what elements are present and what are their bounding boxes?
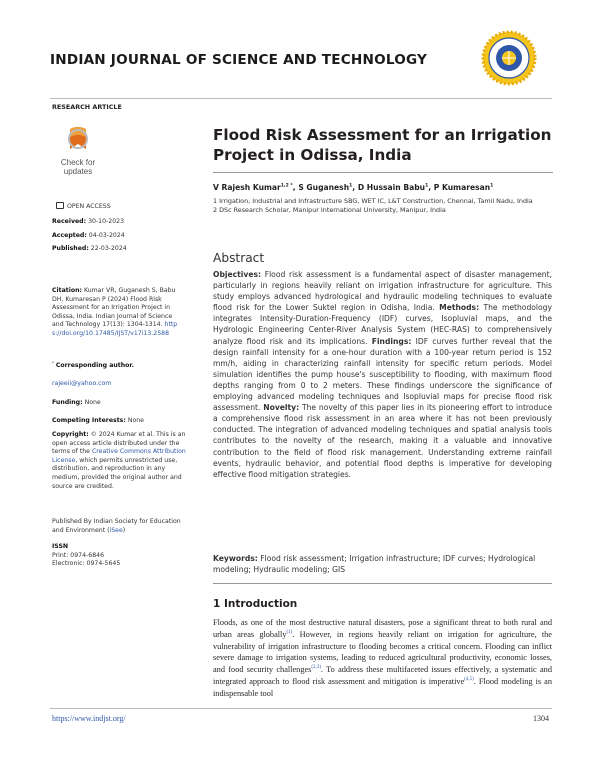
author-sup: 1 (490, 183, 494, 189)
publisher-link[interactable]: iSee (109, 526, 123, 534)
abstract-heading: Abstract (213, 251, 265, 265)
intro-text: . However, in regions heavily reliant on irrigation for agriculture, the vulnerability of irrigation infrastructure to flooding becomes a critical concern. Flooding can inflict severe damage to irrigation systems, leading to reduced agricultural productivity, economic losses, and food security challenges (213, 629, 552, 675)
issn-electronic: Electronic: 0974-5645 (52, 560, 121, 568)
citation-ref[interactable]: (4,5) (464, 677, 474, 683)
publisher-block (52, 518, 182, 535)
affiliation-text: Irrigation, Industrial and Infrastructure SBG, WET IC, L&T Construction, Chennai, Tamil Nadu, India (219, 197, 533, 205)
affiliation-text: DSc Research Scholar, Manipur International University, Manipur, India (219, 205, 446, 214)
accepted-date: 04-03-2024 (88, 231, 125, 239)
findings-label: Findings: (371, 336, 412, 346)
footer-rule (50, 708, 552, 709)
journal-title: INDIAN JOURNAL OF SCIENCE AND TECHNOLOGY (50, 52, 428, 68)
findings-text: IDF curves further reveal that the design rainfall intensity for a one-hour duration with a 100-year return period is 152 mm/h, aiding in characterizing rainfall intensity for specific return periods. Model simulation identifies the pump house's susceptibility to flooding, with maximum flood depths ranging from 0 to 2 meters. These findings underscore the significance of employing advanced modeling techniques and Isopluvial maps for precise flood risk assessment. (213, 336, 552, 413)
intro-text: . To address these multifaceted issues effectively, a systematic and integrated approach to flood risk assessment and mitigation is imperative (213, 665, 552, 686)
affiliations (213, 197, 553, 214)
open-lock-icon (56, 202, 64, 209)
intro-text: . Flood modeling is an indispensable tool (213, 676, 552, 698)
author-sup: 1 (425, 183, 429, 189)
competing-interests (52, 417, 144, 426)
copyright-label: Copyright: (52, 431, 89, 438)
methods-label: Methods: (439, 303, 480, 313)
objectives-label: Objectives: (213, 270, 262, 279)
author-sup: 1,2 * (280, 183, 293, 189)
section-heading-introduction: 1 Introduction (213, 598, 298, 610)
competing-value: None (127, 417, 144, 424)
affiliation-item (213, 197, 553, 206)
badge-line2: updates (63, 167, 93, 176)
affiliation-num: 1 (213, 197, 218, 205)
publisher-text: Published By Indian Society for Education and Environment ( (52, 518, 181, 534)
funding-value: None (84, 399, 101, 406)
header-rule (50, 98, 552, 99)
bookmark-icon (69, 127, 87, 149)
issn-label: ISSN (52, 543, 69, 550)
methods-text: The methodology integrates Intensity-Duration-Frequency (IDF) curves, Isopluvial maps, and the Hydrologic Engineering Center-River Analysis System (HEC-RAS) to comprehensively analyze flood risk and its implications. (213, 303, 552, 346)
accepted-label: Accepted: (52, 231, 87, 239)
keywords-label: Keywords: (213, 554, 258, 563)
competing-label: Competing Interests: (52, 417, 126, 424)
journal-logo (481, 30, 537, 86)
copyright-text-end: , which permits unrestricted use, distribution, and reproduction in any medium, provided the original author and source are credited. (52, 456, 182, 490)
paper-title: Flood Risk Assessment for an Irrigation Project in Odissa, India (213, 126, 552, 164)
introduction-body (213, 617, 552, 700)
keywords-text: Flood risk assessment; Irrigation infrastructure; IDF curves; Hydrological modeling; Hydraulic modeling; GIS (213, 554, 536, 575)
open-access (56, 202, 111, 212)
intro-text: Floods, as one of the most destructive natural disasters, pose a significant threat to both rural and urban areas globally (213, 618, 552, 639)
funding (52, 399, 101, 408)
affiliation-item (213, 206, 553, 215)
author-sup: 1 (349, 183, 353, 189)
citation-text: Kumar VR, Guganesh S, Babu DH, Kumaresan P (2024) Flood Risk Assessment for an Irrigation Project in Odissa, India. Indian Journal of Science and Technology 17(13): 1304-1314. (52, 287, 176, 329)
article-type-label: RESEARCH ARTICLE (52, 103, 122, 111)
corresponding-author: * Corresponding author. (52, 360, 134, 369)
dates-block (52, 215, 127, 256)
keywords (213, 553, 552, 575)
copyright-text: © 2024 Kumar et al. This is an open access article distributed under the terms of the (52, 431, 186, 456)
novelty-label: Novelty: (263, 403, 300, 413)
citation-doi-link[interactable]: https://doi.org/10.17485/IJST/v17i13.2588 (52, 321, 178, 337)
author-name: D Hussain Babu (357, 183, 426, 192)
published-label: Published: (52, 245, 89, 252)
citation-ref[interactable]: (1) (286, 630, 293, 636)
citation-block (52, 287, 184, 339)
license-link[interactable]: Creative Commons Attribution License (52, 448, 186, 464)
copyright-block (52, 431, 187, 491)
funding-label: Funding: (52, 399, 83, 406)
received-date: 30-10-2023 (88, 218, 125, 225)
author-name: S Guganesh (298, 183, 350, 192)
author-email-link[interactable]: rajeeii@yahoo.com (52, 380, 112, 387)
publisher-close: ) (122, 526, 126, 534)
footer-url-link[interactable]: https://www.indjst.org/ (52, 714, 126, 723)
novelty-text: The novelty of this paper lies in its pioneering effort to introduce a comprehensive flood risk assessment in an area where it has not been previously conducted. The integration of advanced modeling techniques and spatial analysis tools contributes to the novelty of the research, making it a valuable and innovative contribution to the field of flood risk management. Understanding extreme rainfall events, hydraulic behavior, and potential flood depths is imperative for developing effective flood mitigation strategies. (213, 403, 553, 479)
affiliation-num: 2 (213, 205, 218, 214)
open-access-label: OPEN ACCESS (67, 203, 111, 210)
check-for-updates-badge[interactable] (52, 125, 104, 181)
keywords-rule (213, 583, 552, 584)
citation-ref[interactable]: (2,3) (311, 665, 321, 671)
author-name: V Rajesh Kumar (213, 183, 281, 192)
issn-block (52, 543, 120, 569)
received-label: Received: (52, 218, 87, 225)
badge-line1: Check for (60, 158, 96, 167)
author-name: P Kumaresan (433, 183, 491, 192)
objectives-text: Flood risk assessment is a fundamental aspect of disaster management, particularly in regions heavily reliant on irrigation infrastructure for agriculture. This study employs advanced hydrological and hydraulic modeling techniques to evaluate flood risk for the Lower Suktel region in Odisha, India. (213, 270, 552, 313)
abstract-body (213, 269, 552, 480)
title-rule (213, 172, 553, 173)
citation-label: Citation: (52, 287, 83, 294)
corresponding-label: Corresponding author. (55, 362, 134, 369)
issn-print: Print: 0974-6846 (52, 551, 105, 559)
page-number: 1304 (533, 714, 549, 723)
published-date: 22-03-2024 (90, 245, 127, 252)
author-list: V Rajesh Kumar$^{1,2 *}$, S Guganesh$^1$, D Hussain Babu$^1$, P Kumaresan$^1$ (213, 183, 494, 192)
